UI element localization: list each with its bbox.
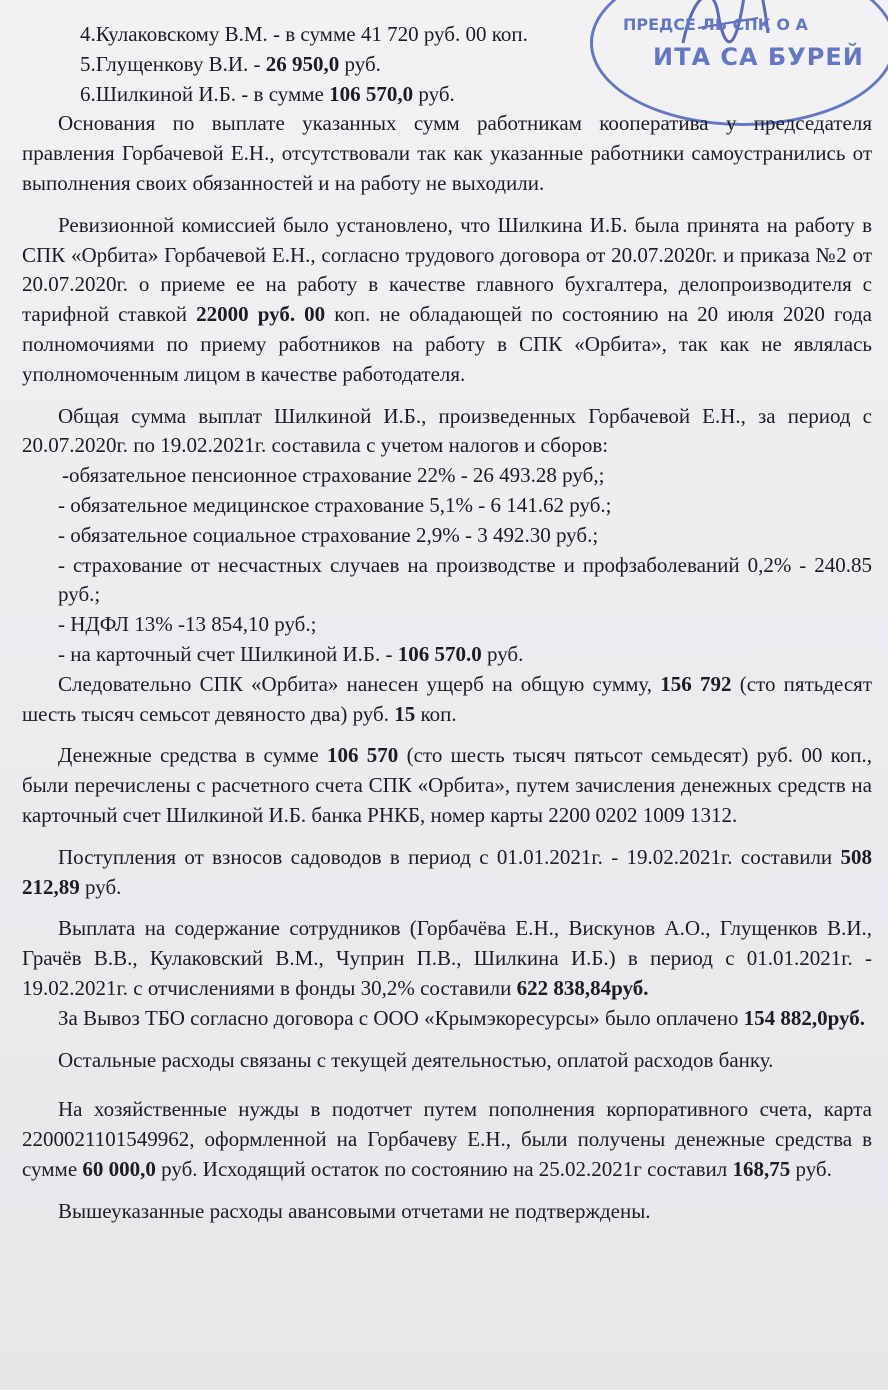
paragraph-total: Общая сумма выплат Шилкиной И.Б., произведенных Горбачевой Е.Н., за период с 20.07.2020г. по 19.02.2021г. составила с учетом налогов и сборов: bbox=[22, 403, 872, 458]
deduction-ndfl: - НДФЛ 13% -13 854,10 руб.; bbox=[58, 612, 317, 637]
paragraph-income: Поступления от взносов садоводов в период с 01.01.2021г. - 19.02.2021г. составили 508 212,89 руб. bbox=[22, 844, 872, 899]
paragraph-household: На хозяйственные нужды в подотчет путем пополнения корпоративного счета, карта 2200021101549962, оформленной на Горбачеву Е.Н., были получены денежные средства в сумме 60 000,0 руб. Исходящий остаток по состоянию на 25.02.2021г составил 168,75 руб. bbox=[22, 1097, 872, 1181]
deduction-medical: - обязательное медицинское страхование 5,1% - 6 141.62 руб.; bbox=[58, 492, 612, 517]
paragraph-damage: Следовательно СПК «Орбита» нанесен ущерб на общую сумму, 156 792 (сто пятьдесят шесть тысяч семьсот девяносто два) руб. 15 коп. bbox=[22, 671, 873, 726]
paragraph-grounds: Основания по выплате указанных сумм работникам кооператива у председателя правления Горбачевой Е.Н., отсутствовали так как указанные работники самоустранились от выполнения своих обязанностей и на работу не выходили. bbox=[22, 111, 872, 195]
paragraph-tbo: За Вывоз ТБО согласно договора с ООО «Крымэкоресурсы» было оплачено 154 882,0руб. bbox=[58, 1005, 865, 1030]
paragraph-salary: Выплата на содержание сотрудников (Горбачёва Е.Н., Вискунов А.О., Глущенков В.И., Грачёв В.В., Кулаковский В.М., Чуприн П.В., Шилкина И.Б.) в период с 01.01.2021г. - 19.02.2021г. с отчислениями в фонды 30,2% составили 622 838,84руб. bbox=[22, 916, 872, 1000]
paragraph-audit: Ревизионной комиссией было установлено, что Шилкина И.Б. была принята на работу в СПК «Орбита» Горбачевой Е.Н., согласно трудового договора от 20.07.2020г. и приказа №2 от 20.07.2020г. о приеме ее на работу в качестве главного бухгалтера, делопроизводителя с тарифной ставкой 22000 руб. 00 коп. не обладающей по состоянию на 20 июля 2020 года полномочиями по приему работников на работу в СПК «Орбита», так как не являлась уполномоченным лицом в качестве работодателя. bbox=[22, 212, 872, 386]
stamp-line-1: ПРЕДСЕ ЛЬ СПК О А bbox=[623, 15, 808, 34]
card-transfer-line: - на карточный счет Шилкиной И.Б. - 106 570.0 руб. bbox=[58, 641, 524, 666]
paragraph-transfer: Денежные средства в сумме 106 570 (сто шесть тысяч пятьсот семьдесят) руб. 00 коп., были перечислены с расчетного счета СПК «Орбита», путем зачисления денежных средств на карточный счет Шилкиной И.Б. банка РНКБ, номер карты 2200 0202 1009 1312. bbox=[22, 743, 872, 827]
list-item-5: 5.Глущенкову В.И. - 26 950,0 руб. bbox=[80, 51, 381, 76]
list-item-6: 6.Шилкиной И.Б. - в сумме 106 570,0 руб. bbox=[80, 81, 455, 106]
paragraph-final: Вышеуказанные расходы авансовыми отчетами не подтверждены. bbox=[58, 1198, 651, 1223]
document-body bbox=[22, 20, 872, 1226]
deduction-accident: - страхование от несчастных случаев на производстве и профзаболеваний 0,2% - 240.85 руб.; bbox=[58, 552, 872, 607]
paragraph-other: Остальные расходы связаны с текущей деятельностью, оплатой расходов банку. bbox=[58, 1047, 774, 1072]
stamp-line-2: ИТА СА БУРЕЙ bbox=[653, 43, 864, 71]
deduction-pension: -обязательное пенсионное страхование 22% - 26 493.28 руб,; bbox=[62, 463, 605, 488]
list-item-4: 4.Кулаковскому В.М. - в сумме 41 720 руб. 00 коп. bbox=[80, 22, 528, 46]
deduction-social: - обязательное социальное страхование 2,9% - 3 492.30 руб.; bbox=[58, 522, 599, 547]
